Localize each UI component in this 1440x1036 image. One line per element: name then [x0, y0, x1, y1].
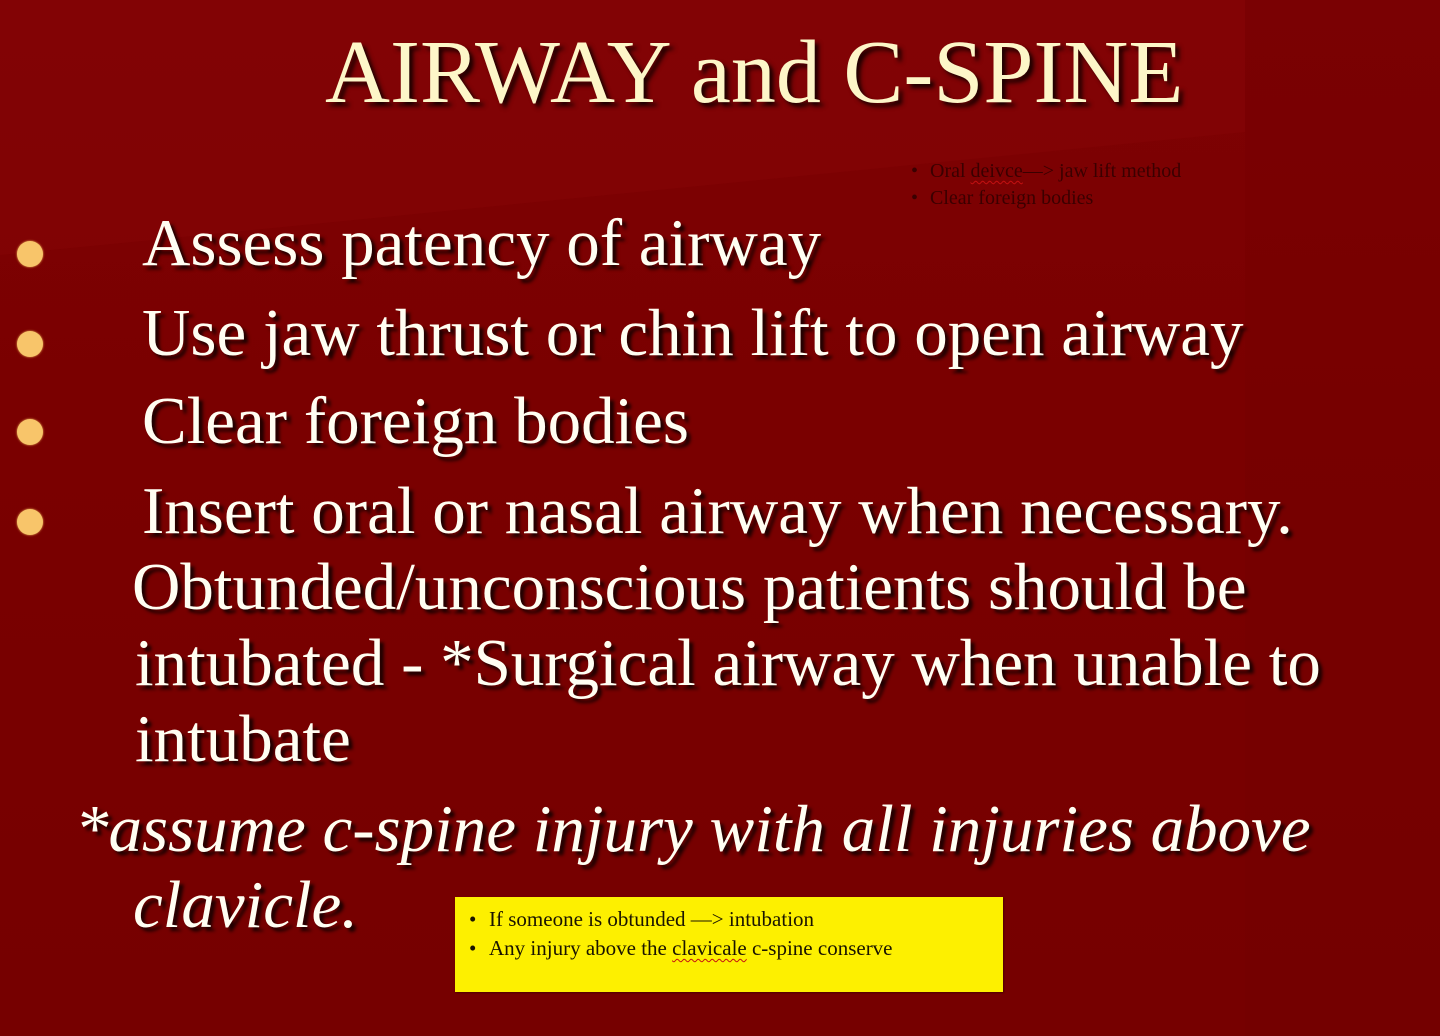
bullet-dot-icon — [17, 331, 43, 357]
top-note-item — [908, 158, 1268, 185]
bullet-icon: • — [469, 936, 477, 960]
slide-title: AIRWAY and C-SPINE — [325, 23, 1184, 122]
top-note-item — [908, 185, 1268, 212]
top-note-text: —> jaw lift method — [1022, 160, 1182, 182]
bullet-text-line: intubated - *Surgical airway when unable to — [135, 626, 1321, 700]
assume-note: *assume c-spine injury with all injuries above — [75, 792, 1311, 866]
bullet-icon: • — [911, 160, 919, 182]
sticky-note-text: Any injury above the — [489, 936, 673, 960]
bullet-icon: • — [911, 187, 919, 209]
bullet-dot-icon — [17, 419, 43, 445]
assume-note-continued: clavicle. — [133, 868, 359, 942]
sticky-note — [455, 897, 1003, 992]
top-note-text: Oral — [930, 160, 971, 182]
sticky-note-text: If someone is obtunded —> intubation — [489, 907, 815, 931]
bullet-icon: • — [469, 907, 477, 931]
bullet-text: Clear foreign bodies — [142, 384, 689, 458]
top-annotation-note — [908, 158, 1268, 212]
sticky-note-item — [467, 934, 1003, 963]
spellcheck-word: clavicale — [672, 936, 747, 960]
top-note-text: Clear foreign bodies — [930, 187, 1094, 209]
bullet-dot-icon — [17, 509, 43, 535]
bullet-text: Assess patency of airway — [142, 206, 822, 280]
sticky-note-item — [467, 905, 1003, 934]
bullet-dot-icon — [17, 241, 43, 267]
spellcheck-word: deivce — [970, 160, 1023, 182]
bullet-text-line: intubate — [135, 702, 351, 776]
bullet-text-line: Insert oral or nasal airway when necessary. — [142, 474, 1293, 548]
bullet-text: Use jaw thrust or chin lift to open airway — [142, 296, 1244, 370]
sticky-note-text: c-spine conserve — [746, 936, 893, 960]
bullet-text-line: Obtunded/unconscious patients should be — [132, 550, 1247, 624]
